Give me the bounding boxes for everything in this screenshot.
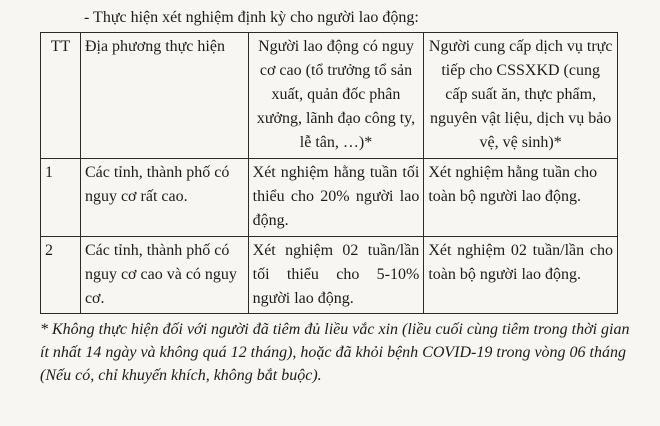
table-row	[41, 159, 618, 237]
row-suppliers: Xét nghiệm 02 tuần/lần cho toàn bộ người lao động.	[424, 237, 618, 314]
row-high-risk: Xét nghiệm hằng tuần tối thiểu cho 20% người lao động.	[248, 159, 424, 237]
row-high-risk: Xét nghiệm 02 tuần/lần tối thiểu cho 5-10% người lao động.	[248, 237, 424, 314]
header-tt: TT	[41, 33, 81, 159]
row-location: Các tỉnh, thành phố có nguy cơ cao và có nguy cơ.	[80, 237, 248, 314]
row-tt: 1	[41, 159, 81, 237]
header-location: Địa phương thực hiện	[80, 33, 248, 159]
row-suppliers: Xét nghiệm hằng tuần cho toàn bộ người lao động.	[424, 159, 618, 237]
header-high-risk: Người lao động có nguy cơ cao (tổ trưởng tổ sản xuất, quản đốc phân xưởng, lãnh đạo công ty, lễ tân, …)*	[248, 33, 424, 159]
header-suppliers: Người cung cấp dịch vụ trực tiếp cho CSSXKD (cung cấp suất ăn, thực phẩm, nguyên vật liệu, dịch vụ bảo vệ, vệ sinh)*	[424, 33, 618, 159]
testing-table	[40, 32, 618, 314]
intro-line: - Thực hiện xét nghiệm định kỳ cho người lao động:	[84, 9, 419, 26]
row-location: Các tỉnh, thành phố có nguy cơ rất cao.	[80, 159, 248, 237]
footnote: * Không thực hiện đối với người đã tiêm đủ liều vắc xin (liều cuối cùng tiêm trong thời gian ít nhất 14 ngày và không quá 12 tháng), hoặc đã khỏi bệnh COVID-19 trong vòng 06 tháng (Nếu có, chỉ khuyến khích, không bắt buộc).	[40, 321, 630, 384]
table-header-row	[41, 33, 618, 159]
row-tt: 2	[41, 237, 81, 314]
table-row	[41, 237, 618, 314]
